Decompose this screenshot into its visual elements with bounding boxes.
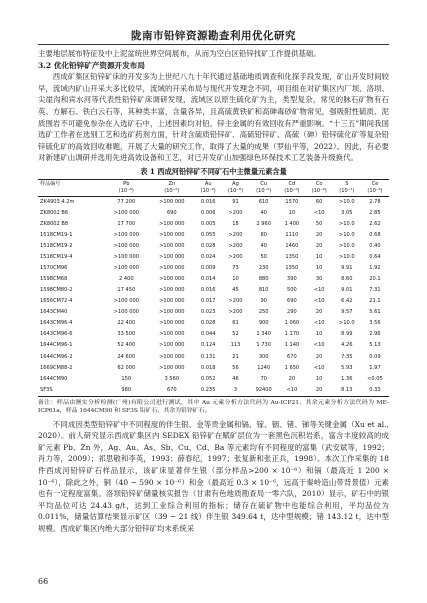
value-cell: 20 xyxy=(288,375,296,382)
value-cell: >100 000 xyxy=(159,331,185,338)
value-cell: 10 xyxy=(315,375,323,382)
value-cell: 40 xyxy=(260,243,267,250)
value-cell: 390 xyxy=(287,276,297,283)
value-cell: 0.018 xyxy=(200,364,216,371)
value-cell: >100 000 xyxy=(159,243,185,250)
value-cell: 52 xyxy=(232,331,239,338)
value-cell: 900 xyxy=(258,320,269,327)
value-cell: 300 xyxy=(258,353,269,360)
column-header: Cu xyxy=(249,179,278,187)
value-cell: 46 xyxy=(232,375,239,382)
table-note: 备注：样品由澳实分析检测(广州)有限公司进行测试，其中 Au 元素分析方法代码为 Au-ICP21，其余元素分析方法代码为 ME-ICP61a，样品 1644CM90 和 SF3S 铅矿石、其余为铅锌矿石。 xyxy=(38,399,389,414)
column-header: Pb xyxy=(104,179,150,187)
paragraph-1: 西成矿集区铅锌矿床的开发多为上世纪八九十年代通过基础地质调查和化探手段发现，矿山开发时间较早，流域内矿山开采大多比较早，流域的开采布局与现代开发理念不同，项目组在对矿集区内厂坝、洛坝、尖崖沟和宾水河等代表性铅锌矿床调研发现，流域区以原生硫化矿为主，类型复杂，常见的脉石矿物有石英、方解石、铁白云石等，其种类丰富，含量各异，且高硫黄铁矿和高砷毒砂矿物常见，强吸附性硫质、泥质围岩不可避免参杂在入选矿石中，上述因素均对铅、锌主金属的有效回收有严重影响。“十三五”期间我国选矿工作者在选别工艺和选矿药剂方面，针对含硫质铅锌矿、高硫铅锌矿、高硫（砷）铅锌硫化矿等复杂铅锌硫化矿的高效回收难题，开展了大量的研究工作，取得了大量的成果（罗仙平等，2022）。因此，有必要对新建矿山调研并选用先进高效设备和工艺，对已开发矿山加强绿色环保技术工艺装备升级换代。 xyxy=(38,72,389,163)
table-row xyxy=(38,208,389,219)
sample-id-cell: 1518CM19-2 xyxy=(40,243,73,250)
value-cell: 2.85 xyxy=(369,209,381,216)
value-cell: 7.35 xyxy=(341,353,353,360)
value-cell: 3.05 xyxy=(341,209,353,216)
table-row xyxy=(38,340,389,351)
value-cell: 1 140 xyxy=(284,342,300,349)
value-cell: >100 000 xyxy=(113,298,139,305)
table-row xyxy=(38,374,389,385)
value-cell: 62 000 xyxy=(117,364,136,371)
value-cell: 70 xyxy=(260,375,267,382)
value-cell: 1 060 xyxy=(284,320,300,327)
value-cell: 1 400 xyxy=(284,220,300,227)
value-cell: 2.78 xyxy=(369,198,381,205)
value-cell: 0.09 xyxy=(369,353,381,360)
value-cell: 61 xyxy=(232,320,239,327)
value-cell: 0.009 xyxy=(200,265,216,272)
table-row xyxy=(38,196,389,208)
column-header: Ce xyxy=(361,179,389,187)
data-table xyxy=(38,179,389,397)
value-cell: 30 xyxy=(315,276,323,283)
value-cell: 1 730 xyxy=(256,342,271,349)
value-cell: 50 xyxy=(260,254,267,261)
value-cell: 250 xyxy=(258,309,269,316)
value-cell: >100 000 xyxy=(159,198,185,205)
value-cell: 56 xyxy=(232,364,239,371)
value-cell: 0.131 xyxy=(200,353,216,360)
value-cell: 7.31 xyxy=(369,287,381,294)
header-rule xyxy=(38,44,389,45)
sample-id-cell: 1643CM96-6 xyxy=(40,331,73,338)
sample-id-cell: 1644CM96-1 xyxy=(40,342,73,349)
value-cell: 0.055 xyxy=(200,231,216,238)
value-cell: 24 600 xyxy=(117,353,136,360)
table-row xyxy=(38,274,389,285)
value-cell: >100 000 xyxy=(159,287,185,294)
sample-id-cell: 1518CM19-1 xyxy=(40,231,73,238)
value-cell: 113 xyxy=(230,342,241,349)
value-cell: 0.33 xyxy=(361,385,389,397)
value-cell: 8.13 xyxy=(333,385,361,397)
column-header: Au xyxy=(195,179,222,187)
value-cell: 810 xyxy=(258,287,269,294)
value-cell: <10 xyxy=(313,298,325,305)
value-cell: 17 450 xyxy=(117,287,136,294)
value-cell: >100 000 xyxy=(159,298,185,305)
unit-label: (10⁻⁶) xyxy=(306,187,333,196)
value-cell: 1570 xyxy=(285,198,299,205)
value-cell: 20 xyxy=(315,243,323,250)
unit-label xyxy=(38,187,104,196)
value-cell: 0.006 xyxy=(200,209,216,216)
value-cell: 0.044 xyxy=(200,331,216,338)
sample-id-cell: ZK8002 B8 xyxy=(40,220,69,227)
value-cell: 20 xyxy=(306,385,333,397)
value-cell: 5.93 xyxy=(341,364,353,371)
value-cell: >10.0 xyxy=(339,231,355,238)
table-row xyxy=(38,352,389,363)
value-cell: 92400 xyxy=(249,385,278,397)
value-cell: 6.42 xyxy=(341,298,353,305)
value-cell: 0.024 xyxy=(200,254,216,261)
value-cell: 500 xyxy=(287,287,297,294)
table-caption: 表 1 西成河铅锌矿不同矿石中主微量元素含量 xyxy=(140,166,287,176)
value-cell: <10 xyxy=(313,209,325,216)
value-cell: 3 xyxy=(222,385,249,397)
section-heading: 3.2 优化铅锌矿产资源开发布局 xyxy=(38,60,145,70)
unit-label: (10⁻⁶) xyxy=(104,187,150,196)
value-cell: 1.97 xyxy=(369,364,381,371)
value-cell: 610 xyxy=(258,198,269,205)
value-cell: >10.0 xyxy=(339,320,355,327)
value-cell: 18 xyxy=(232,220,239,227)
sample-id-cell: 1570CM96 xyxy=(40,265,68,272)
value-cell: 0.016 xyxy=(200,198,216,205)
running-header: 陇南市铅锌资源勘查利用优化研究 xyxy=(131,30,296,42)
column-header: Co xyxy=(306,179,333,187)
value-cell: 45 xyxy=(232,287,239,294)
unit-label: (10⁻⁶) xyxy=(222,187,249,196)
value-cell: >100 000 xyxy=(159,220,185,227)
value-cell: 20 xyxy=(315,353,323,360)
table-row xyxy=(38,318,389,329)
value-cell: >100 000 xyxy=(159,276,185,283)
value-cell: 3 560 xyxy=(164,375,180,382)
sample-id-cell: ZK4903 4.2m xyxy=(40,198,75,205)
column-header: Cd xyxy=(278,179,305,187)
sample-id-cell: 1656CM72-4 xyxy=(40,298,73,305)
value-cell: 0.017 xyxy=(200,298,216,305)
value-cell: 0.40 xyxy=(369,243,381,250)
value-cell: >100 000 xyxy=(159,364,185,371)
value-cell: 5.61 xyxy=(369,309,381,316)
table-row xyxy=(38,329,389,340)
value-cell: 20 xyxy=(315,309,323,316)
table-body xyxy=(38,196,389,396)
value-cell: 10 xyxy=(315,254,323,261)
value-cell: >200 xyxy=(228,309,243,316)
value-cell: 52 400 xyxy=(117,342,136,349)
value-cell: <10 xyxy=(313,364,325,371)
value-cell: 1 170 xyxy=(284,331,300,338)
unit-label: (10⁻⁶) xyxy=(195,187,222,196)
value-cell: 1 650 xyxy=(284,364,300,371)
paragraph-2: 不同成因类型铅锌矿中不同程度的伴生银、金等贵金属和镉、镓、铟、锗、锑等关键金属（Xu et al., 2020）。前人研究显示西成矿集区内 SEDEX 铅锌矿在赋矿层位为一套黑色沉积岩系，富含丰度较高的成矿元素 Pb、Zn 外，Ag、Au、As、Sb、Cu、Cd、Ba 等元素均有不同程度的富集（武安斌等，1992；肖力等，2009）；祁思敬和李英，1993；薛春纪，1997；张复新和张正兵，1998）。本次工作采集的 18 件西成河铅锌矿石样品显示，该矿床显著伴生银（部分样品>200 × 10⁻⁶）和镉（最高近 1 200 × 10⁻⁶），除此之外，铜（40 ~ 590 × 10⁻⁶）和金（最高近 0.3 × 10⁻⁶，远高于秦岭造山带背景值）元素也有一定程度富集。洛坝铅锌矿储量核实报告（甘肃有色地质勘查局一零六队，2010）显示，矿石中的银平均品位可达 24.43 g/t，达到工业综合利用的指标；储存在硫矿物中也能综合利用，平均品位为 0.011%，储量估算结果显示矿区（39 ~ 21 线）伴生银 349.64 t，达中型规模；锗 143.12 t，达中型规模。西成矿集区内绝大部分铅锌矿均未系统采 xyxy=(38,419,389,534)
value-cell: >100 000 xyxy=(113,243,139,250)
column-header: Zn xyxy=(149,179,195,187)
value-cell: >100 000 xyxy=(113,254,139,261)
value-cell: >200 xyxy=(228,243,243,250)
value-cell: 9.57 xyxy=(341,309,353,316)
table-row xyxy=(38,219,389,230)
value-cell: 1110 xyxy=(285,231,299,238)
value-cell: >10.0 xyxy=(339,198,355,205)
value-cell: 90 xyxy=(260,298,267,305)
value-cell: >10.0 xyxy=(339,243,355,250)
value-cell: 1350 xyxy=(285,254,299,261)
value-cell: 33 500 xyxy=(117,331,136,338)
value-cell: >100 000 xyxy=(159,265,185,272)
value-cell: 5.13 xyxy=(369,342,381,349)
value-cell: 1240 xyxy=(257,364,271,371)
value-cell: 10 xyxy=(315,331,323,338)
value-cell: 1.92 xyxy=(369,265,381,272)
value-cell: 1.36 xyxy=(341,375,353,382)
sample-id-cell: 1598CM80-2 xyxy=(40,287,73,294)
value-cell: >200 xyxy=(228,298,243,305)
value-cell: 0.014 xyxy=(200,276,216,283)
value-cell: 8.99 xyxy=(341,331,353,338)
value-cell: 9.91 xyxy=(341,265,353,272)
value-cell: <10 xyxy=(313,320,325,327)
value-cell: 230 xyxy=(258,265,269,272)
column-header: 样品编号 xyxy=(38,179,104,187)
value-cell: 290 xyxy=(287,309,297,316)
value-cell: >100 000 xyxy=(159,353,185,360)
unit-label: (10⁻⁶) xyxy=(361,187,389,196)
value-cell: 91 xyxy=(232,198,239,205)
value-cell: <10 xyxy=(278,385,305,397)
value-cell: >100 000 xyxy=(159,309,185,316)
value-cell: >100 000 xyxy=(113,209,139,216)
value-cell: 10 xyxy=(315,265,323,272)
value-cell: 1 340 xyxy=(256,331,271,338)
table-units-row xyxy=(38,187,389,196)
value-cell: 73 xyxy=(232,265,239,272)
value-cell: 980 xyxy=(104,385,150,397)
value-cell: 17 700 xyxy=(117,220,136,227)
column-header: S xyxy=(333,179,361,187)
value-cell: 10 xyxy=(288,209,296,216)
value-cell: 40 xyxy=(260,209,267,216)
value-cell: >100 000 xyxy=(159,342,185,349)
page-number: 66 xyxy=(38,577,49,586)
unit-label: (10⁻²) xyxy=(333,187,361,196)
unit-label: (10⁻⁶) xyxy=(249,187,278,196)
value-cell: 0.052 xyxy=(200,375,216,382)
table-row xyxy=(38,363,389,374)
intro-paragraph: 主要地层展布特征及中上泥盆统世界空间展布，从而为空白区铅锌找矿工作提供基础。 xyxy=(38,49,321,58)
value-cell: 0.235 xyxy=(195,385,222,397)
value-cell: >100 000 xyxy=(159,254,185,261)
value-cell: 690 xyxy=(287,298,297,305)
value-cell: 3.56 xyxy=(369,320,381,327)
table-row xyxy=(38,296,389,307)
value-cell: 1460 xyxy=(285,243,299,250)
value-cell: 8.60 xyxy=(341,276,353,283)
value-cell: 0.68 xyxy=(369,231,381,238)
value-cell: >200 xyxy=(228,231,243,238)
value-cell: 0.016 xyxy=(200,287,216,294)
value-cell: 2.62 xyxy=(369,220,381,227)
value-cell: 2.96 xyxy=(369,331,381,338)
value-cell: >100 000 xyxy=(113,231,139,238)
value-cell: >100 000 xyxy=(113,265,139,272)
value-cell: 0.64 xyxy=(369,254,381,261)
value-cell: 2 960 xyxy=(256,220,271,227)
value-cell: >100 000 xyxy=(113,309,139,316)
table-row xyxy=(38,385,389,397)
value-cell: 20.1 xyxy=(369,276,381,283)
value-cell: 77 200 xyxy=(117,198,136,205)
value-cell: 10 xyxy=(232,276,239,283)
sample-id-cell: 1518CM19-4 xyxy=(40,254,73,261)
sample-id-cell: 1598CM68 xyxy=(40,276,68,283)
value-cell: 1350 xyxy=(285,265,299,272)
value-cell: >10.0 xyxy=(339,254,355,261)
sample-id-cell: 1669CM88-2 xyxy=(40,364,73,371)
value-cell: 880 xyxy=(258,276,269,283)
value-cell: 2 400 xyxy=(118,276,134,283)
table-row xyxy=(38,307,389,318)
value-cell: >10.0 xyxy=(339,220,355,227)
column-header: Ag xyxy=(222,179,249,187)
value-cell: 690 xyxy=(166,209,177,216)
unit-label: (10⁻⁶) xyxy=(149,187,195,196)
value-cell: >200 xyxy=(228,209,243,216)
value-cell: 4.26 xyxy=(341,342,353,349)
value-cell: 0.028 xyxy=(200,320,216,327)
value-cell: 0.028 xyxy=(200,243,216,250)
unit-label: (10⁻⁶) xyxy=(278,187,305,196)
table-row xyxy=(38,252,389,263)
table-row xyxy=(38,241,389,252)
value-cell: <0.05 xyxy=(367,375,383,382)
value-cell: 80 xyxy=(260,231,267,238)
value-cell: 670 xyxy=(149,385,195,397)
table-row xyxy=(38,285,389,296)
sample-id-cell: ZK8002 B6 xyxy=(40,209,69,216)
sample-id-cell: 1643CM40 xyxy=(40,309,68,316)
value-cell: <10 xyxy=(313,342,325,349)
value-cell: 50 xyxy=(315,220,323,227)
sample-id-cell: 1644CM90 xyxy=(40,375,68,382)
sample-id-cell: 1644CM96-2 xyxy=(40,353,73,360)
value-cell: 670 xyxy=(287,353,297,360)
value-cell: 60 xyxy=(315,198,323,205)
value-cell: 150 xyxy=(121,375,132,382)
table-header-row xyxy=(38,179,389,187)
value-cell: 9.01 xyxy=(341,287,353,294)
value-cell: 0.124 xyxy=(200,342,216,349)
value-cell: 21.1 xyxy=(369,298,381,305)
value-cell: <10 xyxy=(313,287,325,294)
value-cell: 0.023 xyxy=(200,309,216,316)
table-row xyxy=(38,230,389,241)
value-cell: >200 xyxy=(228,254,243,261)
value-cell: 20 xyxy=(315,231,323,238)
value-cell: >100 000 xyxy=(159,320,185,327)
page-body xyxy=(38,48,389,535)
sample-id-cell: SF3S xyxy=(38,385,104,397)
value-cell: 21 xyxy=(232,353,239,360)
sample-id-cell: 1643CM96-4 xyxy=(40,320,73,327)
value-cell: 0.005 xyxy=(200,220,216,227)
table-row xyxy=(38,263,389,274)
value-cell: >100 000 xyxy=(159,231,185,238)
value-cell: 22 400 xyxy=(117,320,136,327)
